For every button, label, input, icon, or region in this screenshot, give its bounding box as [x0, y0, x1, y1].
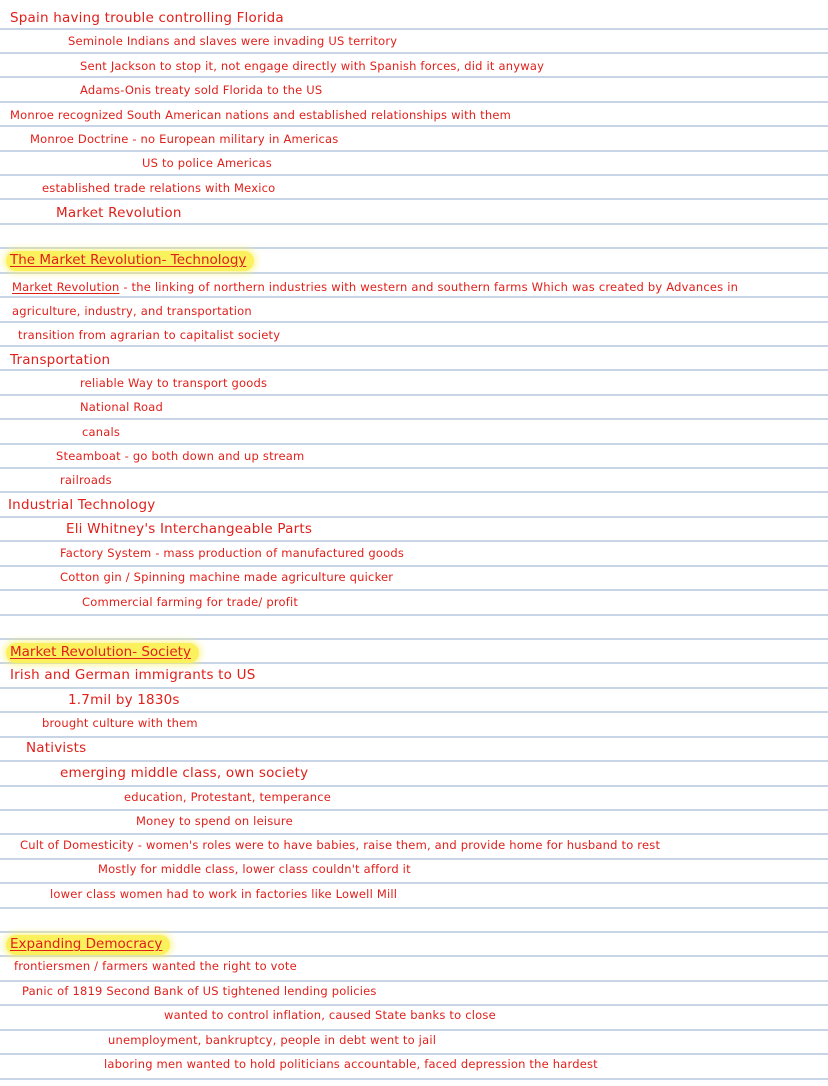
subheading-transportation: Transportation — [10, 352, 111, 368]
ruled-line — [0, 955, 828, 957]
note-line: US to police Americas — [142, 156, 272, 170]
note-line: Eli Whitney's Interchangeable Parts — [66, 521, 313, 537]
note-line: Adams-Onis treaty sold Florida to the US — [80, 83, 323, 97]
note-line: Money to spend on leisure — [136, 814, 293, 828]
note-line: Steamboat - go both down and up stream — [56, 449, 305, 463]
note-line: Spain having trouble controlling Florida — [10, 10, 284, 26]
note-line: Cotton gin / Spinning machine made agriculture quicker — [60, 570, 394, 584]
note-line: emerging middle class, own society — [60, 765, 309, 781]
note-line: railroads — [60, 473, 112, 487]
note-line: frontiersmen / farmers wanted the right to vote — [14, 959, 297, 973]
ruled-line — [0, 540, 828, 542]
section-heading-expanding-democracy: Expanding Democracy — [6, 935, 170, 955]
ruled-line — [0, 614, 828, 616]
note-line: National Road — [80, 400, 164, 414]
ruled-line — [0, 1053, 828, 1055]
ruled-line — [0, 760, 828, 762]
ruled-line — [0, 467, 828, 469]
definition-text: - the linking of northern industries with western and southern farms Which was created by Advances in — [119, 280, 739, 294]
ruled-line — [0, 150, 828, 152]
ruled-line — [0, 174, 828, 176]
ruled-line — [0, 882, 828, 884]
ruled-line — [0, 589, 828, 591]
ruled-line — [0, 1004, 828, 1006]
note-line: Cult of Domesticity - women's roles were to have babies, raise them, and provide home for husband to rest — [20, 838, 661, 852]
note-line: lower class women had to work in factories like Lowell Mill — [50, 887, 398, 901]
section-heading-technology: The Market Revolution- Technology — [6, 251, 254, 271]
note-line: Seminole Indians and slaves were invading US territory — [68, 34, 398, 48]
ruled-line — [0, 980, 828, 982]
ruled-line — [0, 1029, 828, 1031]
ruled-line — [0, 394, 828, 396]
note-line: Monroe recognized South American nations and established relationships with them — [10, 108, 512, 122]
ruled-line — [0, 223, 828, 225]
subheading-nativists: Nativists — [26, 740, 87, 756]
note-line: canals — [82, 425, 121, 439]
note-line: agriculture, industry, and transportation — [12, 304, 252, 318]
ruled-line — [0, 76, 828, 78]
note-line: Market Revolution — [56, 205, 182, 221]
ruled-line — [0, 443, 828, 445]
definition-line — [12, 280, 738, 294]
ruled-line — [0, 125, 828, 127]
note-line: 1.7mil by 1830s — [68, 692, 180, 708]
ruled-line — [0, 491, 828, 493]
ruled-line — [0, 833, 828, 835]
ruled-line — [0, 931, 828, 933]
note-line: Commercial farming for trade/ profit — [82, 595, 299, 609]
note-line: brought culture with them — [42, 716, 198, 730]
note-line: unemployment, bankruptcy, people in debt went to jail — [108, 1033, 437, 1047]
ruled-line — [0, 711, 828, 713]
note-line: reliable Way to transport goods — [80, 376, 268, 390]
ruled-line — [0, 101, 828, 103]
ruled-line — [0, 907, 828, 909]
note-line: Irish and German immigrants to US — [10, 667, 256, 683]
note-line: Factory System - mass production of manufactured goods — [60, 546, 405, 560]
ruled-line — [0, 321, 828, 323]
note-line: Panic of 1819 Second Bank of US tightened lending policies — [22, 984, 377, 998]
note-line: education, Protestant, temperance — [124, 790, 332, 804]
ruled-line — [0, 52, 828, 54]
definition-term: Market Revolution — [12, 280, 120, 294]
ruled-line — [0, 1078, 828, 1080]
ruled-line — [0, 809, 828, 811]
ruled-line — [0, 247, 828, 249]
ruled-line — [0, 418, 828, 420]
ruled-line — [0, 272, 828, 274]
ruled-line — [0, 345, 828, 347]
ruled-line — [0, 736, 828, 738]
ruled-line — [0, 687, 828, 689]
ruled-line — [0, 785, 828, 787]
ruled-line — [0, 638, 828, 640]
note-line: Monroe Doctrine - no European military in Americas — [30, 132, 339, 146]
ruled-line — [0, 296, 828, 298]
ruled-line — [0, 516, 828, 518]
subheading-industrial-technology: Industrial Technology — [8, 497, 156, 513]
ruled-line — [0, 28, 828, 30]
note-line: Mostly for middle class, lower class couldn't afford it — [98, 862, 411, 876]
note-line: laboring men wanted to hold politicians accountable, faced depression the hardest — [104, 1057, 598, 1071]
note-line: established trade relations with Mexico — [42, 181, 276, 195]
ruled-line — [0, 369, 828, 371]
section-heading-society: Market Revolution- Society — [6, 643, 199, 663]
note-line: transition from agrarian to capitalist society — [18, 328, 281, 342]
ruled-line — [0, 565, 828, 567]
ruled-line — [0, 858, 828, 860]
ruled-line — [0, 198, 828, 200]
note-line: Sent Jackson to stop it, not engage directly with Spanish forces, did it anyway — [80, 59, 545, 73]
note-line: wanted to control inflation, caused State banks to close — [164, 1008, 496, 1022]
